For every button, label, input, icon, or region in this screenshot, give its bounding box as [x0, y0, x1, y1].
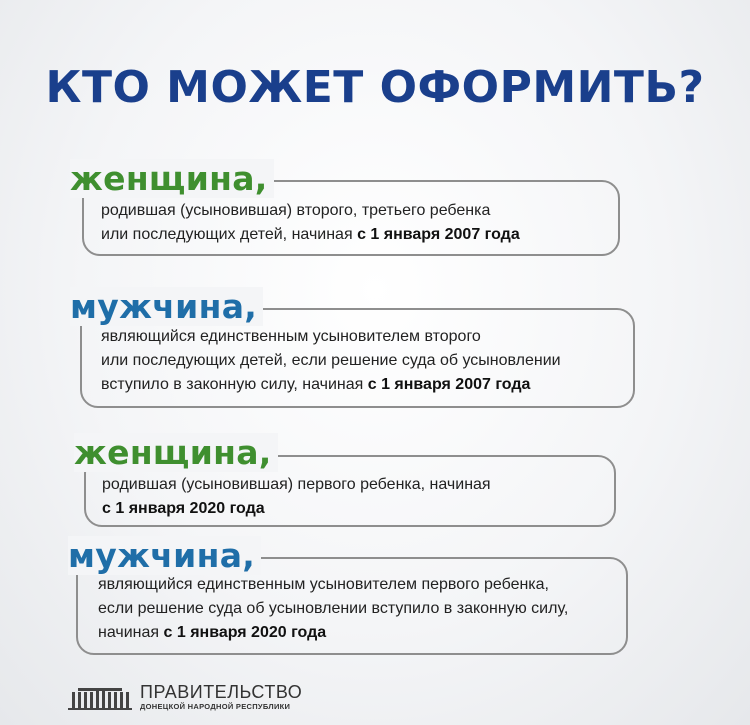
- org-name-line-2: ДОНЕЦКОЙ НАРОДНОЙ РЕСПУБЛИКИ: [140, 702, 291, 711]
- item-4-line-1: являющийся единственным усыновителем первого ребенка,: [98, 576, 549, 593]
- item-label-3: женщина,: [74, 433, 278, 472]
- item-label-4: мужчина,: [68, 536, 261, 575]
- item-2-line-3: вступило в законную силу, начиная с 1 января 2007 года: [101, 376, 531, 393]
- item-3-line-1: родившая (усыновившая) первого ребенка, начиная: [102, 476, 491, 493]
- item-3-line-2: с 1 января 2020 года: [102, 500, 265, 517]
- footer: [68, 683, 302, 711]
- item-2-line-1: являющийся единственным усыновителем второго: [101, 328, 481, 345]
- item-text-4: [98, 573, 568, 645]
- item-label-1: женщина,: [70, 159, 274, 198]
- item-4-line-3: начиная с 1 января 2020 года: [98, 624, 327, 641]
- org-name-line-1: ПРАВИТЕЛЬСТВО: [140, 682, 303, 702]
- government-building-icon: [68, 684, 132, 710]
- item-text-2: [101, 325, 561, 397]
- item-text-1: [101, 199, 520, 247]
- item-1-line-1: родившая (усыновившая) второго, третьего ребенка: [101, 202, 491, 219]
- item-2-line-2: или последующих детей, если решение суда об усыновлении: [101, 352, 561, 369]
- item-4-line-2: если решение суда об усыновлении вступило в законную силу,: [98, 600, 569, 617]
- organization-name: [140, 683, 302, 711]
- item-text-3: [102, 473, 491, 521]
- item-label-2: мужчина,: [70, 287, 263, 326]
- item-1-line-2: или последующих детей, начиная с 1 января 2007 года: [101, 226, 520, 243]
- page-title: КТО МОЖЕТ ОФОРМИТЬ?: [45, 62, 705, 113]
